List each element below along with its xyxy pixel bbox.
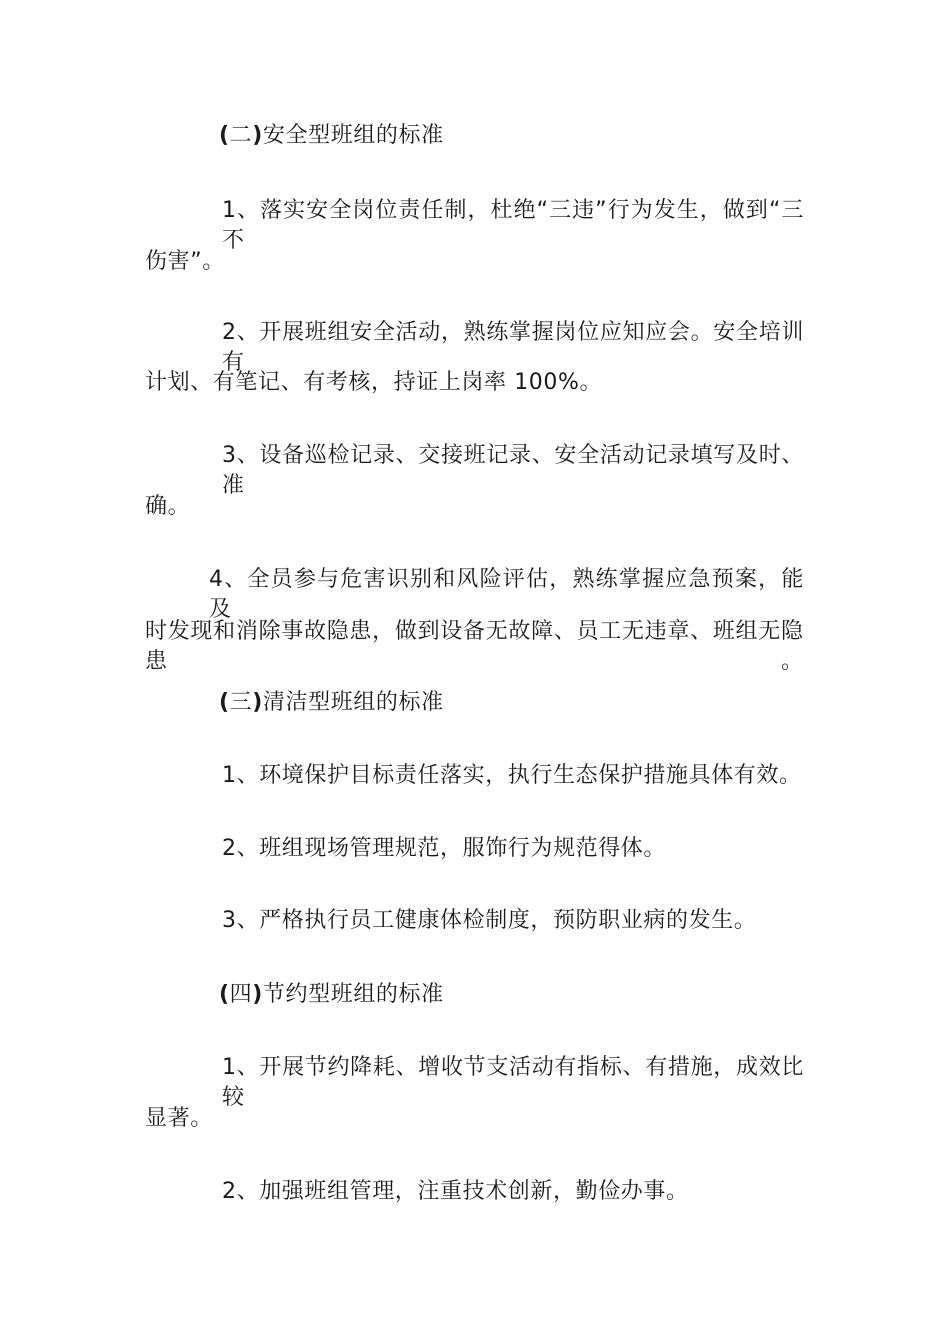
heading-close-paren: ) (252, 123, 263, 148)
paragraph-line: 伤害”。 (145, 249, 225, 274)
section-heading-safety (219, 121, 444, 151)
paragraph-line: 1、落实安全岗位责任制，杜绝“三违”行为发生，做到“三不 (222, 198, 804, 253)
paragraph-line: 时发现和消除事故隐患，做到设备无故障、员工无违章、班组无隐患。 (145, 619, 803, 674)
paragraph-line: 3、严格执行员工健康体检制度，预防职业病的发生。 (222, 908, 757, 933)
section-heading-clean (219, 688, 444, 718)
paragraph-line: 计划、有笔记、有考核，持证上岗率 100%。 (145, 370, 603, 395)
heading-close-paren: ) (252, 982, 263, 1007)
heading-title: 节约型班组的标准 (262, 982, 444, 1007)
heading-number: 三 (229, 690, 253, 715)
heading-open-paren: ( (219, 123, 230, 148)
paragraph-line: 3、设备巡检记录、交接班记录、安全活动记录填写及时、准 (222, 443, 804, 498)
paragraph-line: 2、班组现场管理规范，服饰行为规范得体。 (222, 836, 666, 861)
paragraph-line: 2、开展班组安全活动，熟练掌握岗位应知应会。安全培训有 (222, 320, 804, 375)
paragraph-line: 2、加强班组管理，注重技术创新，勤俭办事。 (222, 1179, 689, 1204)
paragraph-line: 4、全员参与危害识别和风险评估，熟练掌握应急预案，能及 (209, 567, 804, 622)
paragraph-line: 显著。 (145, 1106, 213, 1131)
section-heading-economy (219, 980, 444, 1010)
paragraph-line: 确。 (145, 494, 191, 519)
heading-number: 二 (229, 123, 253, 148)
paragraph-line: 1、开展节约降耗、增收节支活动有指标、有措施，成效比较 (222, 1055, 804, 1110)
heading-title: 清洁型班组的标准 (262, 690, 444, 715)
heading-number: 四 (229, 982, 253, 1007)
heading-title: 安全型班组的标准 (262, 123, 444, 148)
heading-open-paren: ( (219, 982, 230, 1007)
paragraph-line: 1、环境保护目标责任落实，执行生态保护措施具体有效。 (222, 763, 802, 788)
heading-close-paren: ) (252, 690, 263, 715)
heading-open-paren: ( (219, 690, 230, 715)
